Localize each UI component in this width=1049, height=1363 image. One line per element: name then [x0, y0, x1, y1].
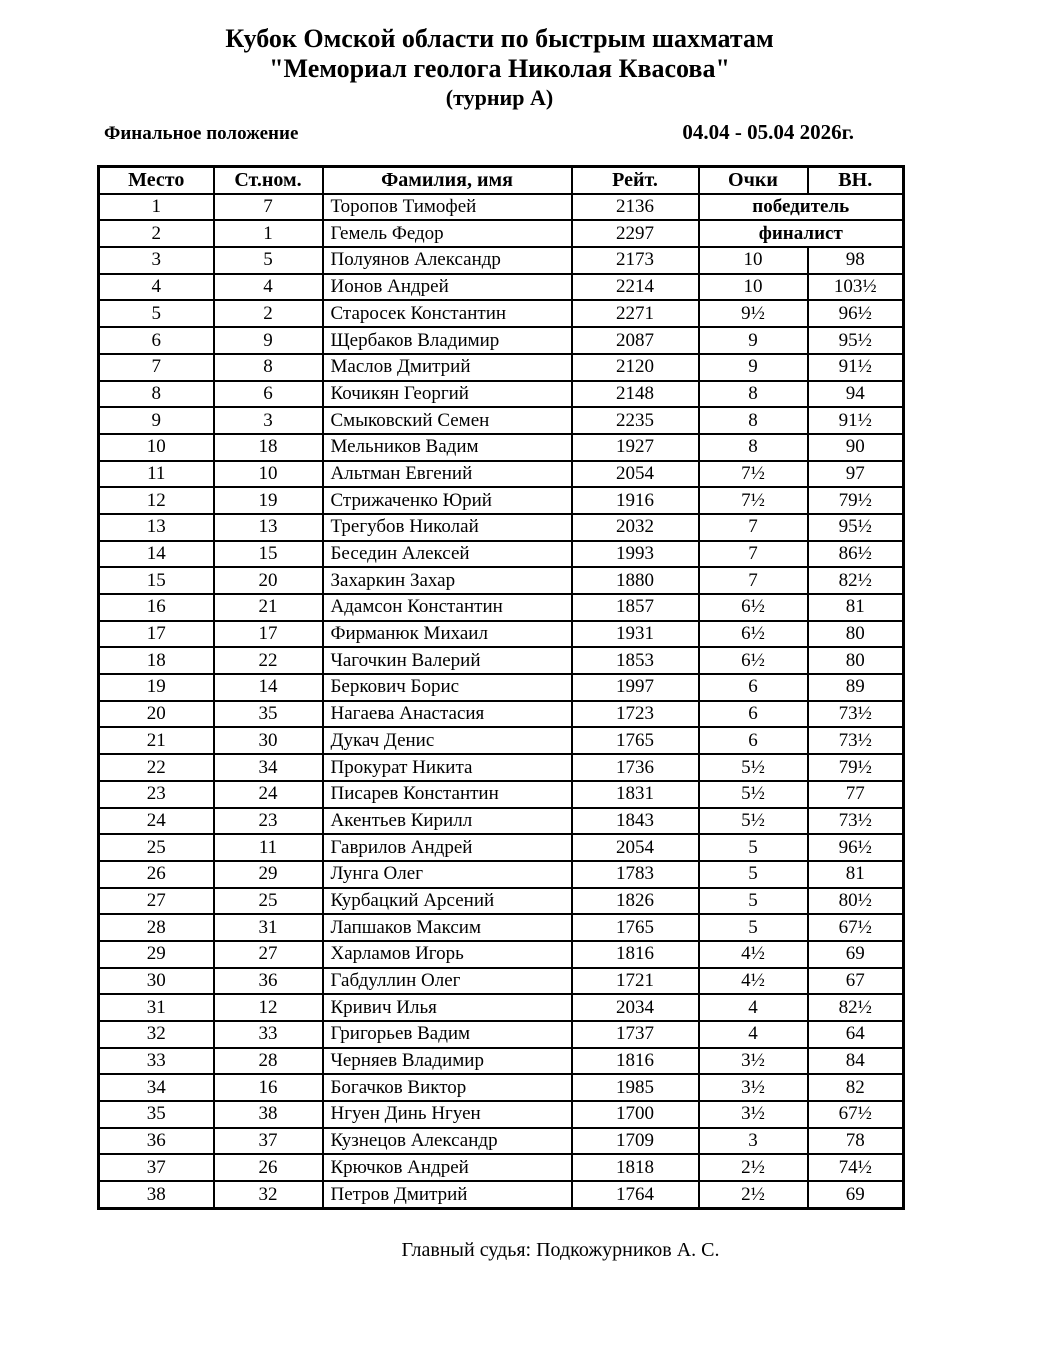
- meta-row: [97, 120, 902, 145]
- cell-player-name: Торопов Тимофей: [323, 194, 572, 221]
- table-header-row: [99, 167, 904, 194]
- cell-player-name: Маслов Дмитрий: [323, 354, 572, 381]
- cell-rating: 1721: [572, 968, 699, 995]
- col-header-bn: ВН.: [808, 167, 904, 194]
- cell-points: 7½: [699, 461, 808, 488]
- cell-player-name: Нагаева Анастасия: [323, 701, 572, 728]
- cell-player-name: Лунга Олег: [323, 861, 572, 888]
- cell-status: победитель: [699, 194, 904, 221]
- cell-rating: 1736: [572, 754, 699, 781]
- cell-start-number: 10: [214, 461, 323, 488]
- cell-rating: 1853: [572, 647, 699, 674]
- cell-points: 8: [699, 407, 808, 434]
- cell-player-name: Богачков Виктор: [323, 1074, 572, 1101]
- cell-place: 38: [99, 1181, 214, 1208]
- cell-start-number: 35: [214, 701, 323, 728]
- cell-points: 7½: [699, 487, 808, 514]
- cell-points: 9: [699, 354, 808, 381]
- cell-points: 8: [699, 434, 808, 461]
- cell-place: 34: [99, 1074, 214, 1101]
- cell-rating: 1826: [572, 888, 699, 915]
- cell-rating: 2235: [572, 407, 699, 434]
- table-row: [99, 274, 904, 301]
- cell-place: 12: [99, 487, 214, 514]
- cell-points: 10: [699, 274, 808, 301]
- cell-bn: 89: [808, 674, 904, 701]
- results-table: [97, 165, 905, 1210]
- cell-points: 5½: [699, 808, 808, 835]
- cell-place: 4: [99, 274, 214, 301]
- chief-arbiter-line: Главный судья: Подкожурников А. С.: [401, 1238, 720, 1261]
- cell-rating: 2271: [572, 300, 699, 327]
- cell-player-name: Кочикян Георгий: [323, 381, 572, 408]
- date-range: 04.04 - 05.04 2026г.: [682, 120, 854, 144]
- table-row: [99, 727, 904, 754]
- cell-place: 36: [99, 1128, 214, 1155]
- cell-points: 3: [699, 1128, 808, 1155]
- cell-points: 5½: [699, 781, 808, 808]
- table-row: [99, 701, 904, 728]
- col-header-player-name: Фамилия, имя: [323, 167, 572, 194]
- table-row: [99, 327, 904, 354]
- cell-player-name: Адамсон Константин: [323, 594, 572, 621]
- cell-player-name: Курбацкий Арсений: [323, 888, 572, 915]
- cell-start-number: 34: [214, 754, 323, 781]
- cell-player-name: Писарев Константин: [323, 781, 572, 808]
- cell-start-number: 5: [214, 247, 323, 274]
- cell-player-name: Ионов Андрей: [323, 274, 572, 301]
- table-row: [99, 300, 904, 327]
- table-row: [99, 834, 904, 861]
- col-header-place: Место: [99, 167, 214, 194]
- table-row: [99, 514, 904, 541]
- cell-bn: 103½: [808, 274, 904, 301]
- cell-points: 4: [699, 1021, 808, 1048]
- cell-place: 30: [99, 968, 214, 995]
- cell-bn: 78: [808, 1128, 904, 1155]
- cell-start-number: 36: [214, 968, 323, 995]
- cell-bn: 81: [808, 594, 904, 621]
- cell-start-number: 17: [214, 621, 323, 648]
- cell-player-name: Альтман Евгений: [323, 461, 572, 488]
- cell-points: 3½: [699, 1074, 808, 1101]
- cell-rating: 1831: [572, 781, 699, 808]
- cell-points: 5: [699, 861, 808, 888]
- cell-start-number: 25: [214, 888, 323, 915]
- cell-rating: 2032: [572, 514, 699, 541]
- cell-points: 2½: [699, 1181, 808, 1208]
- cell-bn: 69: [808, 1181, 904, 1208]
- cell-start-number: 33: [214, 1021, 323, 1048]
- cell-bn: 82½: [808, 994, 904, 1021]
- cell-start-number: 4: [214, 274, 323, 301]
- cell-rating: 2054: [572, 834, 699, 861]
- cell-start-number: 24: [214, 781, 323, 808]
- cell-rating: 1916: [572, 487, 699, 514]
- cell-place: 25: [99, 834, 214, 861]
- cell-place: 3: [99, 247, 214, 274]
- cell-player-name: Щербаков Владимир: [323, 327, 572, 354]
- cell-player-name: Прокурат Никита: [323, 754, 572, 781]
- cell-bn: 73½: [808, 808, 904, 835]
- table-row: [99, 541, 904, 568]
- table-row: [99, 674, 904, 701]
- cell-bn: 86½: [808, 541, 904, 568]
- cell-status: финалист: [699, 220, 904, 247]
- tournament-title: Кубок Омской области по быстрым шахматам: [225, 24, 774, 53]
- table-row: [99, 434, 904, 461]
- cell-rating: 1723: [572, 701, 699, 728]
- col-header-points: Очки: [699, 167, 808, 194]
- cell-place: 1: [99, 194, 214, 221]
- tournament-group-label: (турнир А): [445, 85, 554, 110]
- cell-player-name: Мельников Вадим: [323, 434, 572, 461]
- cell-rating: 1700: [572, 1101, 699, 1128]
- cell-points: 6: [699, 727, 808, 754]
- cell-place: 10: [99, 434, 214, 461]
- cell-start-number: 15: [214, 541, 323, 568]
- cell-rating: 1765: [572, 914, 699, 941]
- cell-bn: 91½: [808, 354, 904, 381]
- cell-rating: 2034: [572, 994, 699, 1021]
- cell-rating: 1818: [572, 1154, 699, 1181]
- cell-rating: 2148: [572, 381, 699, 408]
- cell-place: 27: [99, 888, 214, 915]
- cell-player-name: Смыковский Семен: [323, 407, 572, 434]
- cell-bn: 96½: [808, 300, 904, 327]
- cell-bn: 77: [808, 781, 904, 808]
- cell-bn: 97: [808, 461, 904, 488]
- title-block: [97, 0, 902, 111]
- table-row: [99, 247, 904, 274]
- cell-player-name: Кривич Илья: [323, 994, 572, 1021]
- cell-bn: 95½: [808, 514, 904, 541]
- cell-rating: 1931: [572, 621, 699, 648]
- cell-start-number: 3: [214, 407, 323, 434]
- cell-bn: 95½: [808, 327, 904, 354]
- cell-points: 4½: [699, 968, 808, 995]
- table-row: [99, 1048, 904, 1075]
- cell-player-name: Беркович Борис: [323, 674, 572, 701]
- cell-place: 6: [99, 327, 214, 354]
- cell-points: 6: [699, 674, 808, 701]
- cell-points: 6½: [699, 621, 808, 648]
- cell-points: 4: [699, 994, 808, 1021]
- cell-start-number: 23: [214, 808, 323, 835]
- cell-player-name: Фирманюк Михаил: [323, 621, 572, 648]
- cell-start-number: 29: [214, 861, 323, 888]
- cell-points: 7: [699, 541, 808, 568]
- cell-place: 16: [99, 594, 214, 621]
- cell-player-name: Трегубов Николай: [323, 514, 572, 541]
- cell-bn: 73½: [808, 727, 904, 754]
- cell-player-name: Акентьев Кирилл: [323, 808, 572, 835]
- cell-start-number: 27: [214, 941, 323, 968]
- table-row: [99, 407, 904, 434]
- cell-bn: 84: [808, 1048, 904, 1075]
- cell-player-name: Петров Дмитрий: [323, 1181, 572, 1208]
- table-row: [99, 461, 904, 488]
- cell-place: 35: [99, 1101, 214, 1128]
- cell-start-number: 18: [214, 434, 323, 461]
- cell-bn: 82: [808, 1074, 904, 1101]
- cell-place: 28: [99, 914, 214, 941]
- cell-rating: 1857: [572, 594, 699, 621]
- cell-bn: 69: [808, 941, 904, 968]
- cell-start-number: 7: [214, 194, 323, 221]
- table-row: [99, 968, 904, 995]
- cell-bn: 80: [808, 621, 904, 648]
- cell-start-number: 2: [214, 300, 323, 327]
- cell-place: 26: [99, 861, 214, 888]
- cell-points: 9: [699, 327, 808, 354]
- table-row: [99, 1074, 904, 1101]
- cell-bn: 67½: [808, 914, 904, 941]
- cell-player-name: Беседин Алексей: [323, 541, 572, 568]
- cell-place: 13: [99, 514, 214, 541]
- cell-place: 29: [99, 941, 214, 968]
- cell-rating: 2214: [572, 274, 699, 301]
- cell-start-number: 22: [214, 647, 323, 674]
- cell-player-name: Полуянов Александр: [323, 247, 572, 274]
- cell-player-name: Кузнецов Александр: [323, 1128, 572, 1155]
- cell-points: 8: [699, 381, 808, 408]
- cell-player-name: Нгуен Динь Нгуен: [323, 1101, 572, 1128]
- cell-player-name: Григорьев Вадим: [323, 1021, 572, 1048]
- cell-points: 3½: [699, 1048, 808, 1075]
- cell-bn: 80½: [808, 888, 904, 915]
- cell-bn: 80: [808, 647, 904, 674]
- cell-points: 6: [699, 701, 808, 728]
- cell-start-number: 13: [214, 514, 323, 541]
- table-row: [99, 808, 904, 835]
- cell-place: 32: [99, 1021, 214, 1048]
- cell-start-number: 30: [214, 727, 323, 754]
- cell-place: 19: [99, 674, 214, 701]
- cell-player-name: Чагочкин Валерий: [323, 647, 572, 674]
- cell-rating: 1737: [572, 1021, 699, 1048]
- cell-points: 7: [699, 567, 808, 594]
- cell-player-name: Черняев Владимир: [323, 1048, 572, 1075]
- cell-start-number: 32: [214, 1181, 323, 1208]
- cell-place: 31: [99, 994, 214, 1021]
- cell-bn: 64: [808, 1021, 904, 1048]
- table-row: [99, 914, 904, 941]
- cell-place: 21: [99, 727, 214, 754]
- cell-rating: 2173: [572, 247, 699, 274]
- cell-start-number: 31: [214, 914, 323, 941]
- cell-start-number: 11: [214, 834, 323, 861]
- cell-start-number: 20: [214, 567, 323, 594]
- cell-place: 24: [99, 808, 214, 835]
- cell-start-number: 16: [214, 1074, 323, 1101]
- cell-bn: 73½: [808, 701, 904, 728]
- col-header-start-number: Ст.ном.: [214, 167, 323, 194]
- cell-place: 14: [99, 541, 214, 568]
- col-header-rating: Рейт.: [572, 167, 699, 194]
- table-row: [99, 1128, 904, 1155]
- cell-place: 23: [99, 781, 214, 808]
- standings-label: Финальное положение: [104, 123, 299, 144]
- cell-player-name: Захаркин Захар: [323, 567, 572, 594]
- table-row: [99, 594, 904, 621]
- cell-rating: 1927: [572, 434, 699, 461]
- table-row: [99, 1154, 904, 1181]
- cell-start-number: 14: [214, 674, 323, 701]
- table-row: [99, 487, 904, 514]
- cell-rating: 1993: [572, 541, 699, 568]
- cell-points: 4½: [699, 941, 808, 968]
- cell-points: 5: [699, 834, 808, 861]
- cell-rating: 2136: [572, 194, 699, 221]
- cell-start-number: 12: [214, 994, 323, 1021]
- cell-player-name: Гемель Федор: [323, 220, 572, 247]
- table-row: [99, 621, 904, 648]
- cell-rating: 1985: [572, 1074, 699, 1101]
- cell-bn: 67: [808, 968, 904, 995]
- cell-place: 17: [99, 621, 214, 648]
- cell-place: 20: [99, 701, 214, 728]
- cell-points: 6½: [699, 594, 808, 621]
- cell-place: 15: [99, 567, 214, 594]
- cell-points: 9½: [699, 300, 808, 327]
- cell-player-name: Крючков Андрей: [323, 1154, 572, 1181]
- table-row: [99, 220, 904, 247]
- cell-place: 22: [99, 754, 214, 781]
- cell-rating: 2054: [572, 461, 699, 488]
- cell-bn: 81: [808, 861, 904, 888]
- cell-rating: 1843: [572, 808, 699, 835]
- cell-rating: 2087: [572, 327, 699, 354]
- cell-bn: 96½: [808, 834, 904, 861]
- table-row: [99, 861, 904, 888]
- cell-points: 10: [699, 247, 808, 274]
- cell-player-name: Дукач Денис: [323, 727, 572, 754]
- table-row: [99, 567, 904, 594]
- cell-bn: 91½: [808, 407, 904, 434]
- cell-rating: 2297: [572, 220, 699, 247]
- table-row: [99, 354, 904, 381]
- cell-rating: 1783: [572, 861, 699, 888]
- cell-place: 11: [99, 461, 214, 488]
- cell-start-number: 21: [214, 594, 323, 621]
- table-row: [99, 888, 904, 915]
- cell-start-number: 38: [214, 1101, 323, 1128]
- cell-points: 5½: [699, 754, 808, 781]
- table-row: [99, 941, 904, 968]
- cell-points: 6½: [699, 647, 808, 674]
- cell-bn: 90: [808, 434, 904, 461]
- cell-bn: 74½: [808, 1154, 904, 1181]
- cell-rating: 1816: [572, 941, 699, 968]
- cell-place: 5: [99, 300, 214, 327]
- cell-player-name: Стрижаченко Юрий: [323, 487, 572, 514]
- cell-place: 9: [99, 407, 214, 434]
- cell-points: 3½: [699, 1101, 808, 1128]
- cell-player-name: Габдуллин Олег: [323, 968, 572, 995]
- cell-player-name: Лапшаков Максим: [323, 914, 572, 941]
- cell-start-number: 8: [214, 354, 323, 381]
- cell-place: 2: [99, 220, 214, 247]
- cell-player-name: Старосек Константин: [323, 300, 572, 327]
- cell-place: 8: [99, 381, 214, 408]
- cell-start-number: 26: [214, 1154, 323, 1181]
- table-row: [99, 381, 904, 408]
- cell-points: 2½: [699, 1154, 808, 1181]
- cell-place: 33: [99, 1048, 214, 1075]
- table-row: [99, 1021, 904, 1048]
- cell-bn: 82½: [808, 567, 904, 594]
- cell-rating: 1709: [572, 1128, 699, 1155]
- cell-start-number: 19: [214, 487, 323, 514]
- table-row: [99, 1181, 904, 1208]
- table-row: [99, 781, 904, 808]
- cell-rating: 1764: [572, 1181, 699, 1208]
- cell-bn: 79½: [808, 487, 904, 514]
- table-row: [99, 1101, 904, 1128]
- cell-player-name: Гаврилов Андрей: [323, 834, 572, 861]
- cell-points: 7: [699, 514, 808, 541]
- cell-points: 5: [699, 914, 808, 941]
- cell-player-name: Харламов Игорь: [323, 941, 572, 968]
- cell-place: 7: [99, 354, 214, 381]
- cell-bn: 67½: [808, 1101, 904, 1128]
- cell-rating: 2120: [572, 354, 699, 381]
- cell-bn: 79½: [808, 754, 904, 781]
- tournament-memorial-subtitle: "Мемориал геолога Николая Квасова": [269, 54, 730, 83]
- cell-place: 37: [99, 1154, 214, 1181]
- cell-start-number: 37: [214, 1128, 323, 1155]
- cell-start-number: 6: [214, 381, 323, 408]
- cell-rating: 1880: [572, 567, 699, 594]
- table-row: [99, 647, 904, 674]
- cell-start-number: 9: [214, 327, 323, 354]
- cell-start-number: 1: [214, 220, 323, 247]
- table-row: [99, 754, 904, 781]
- cell-rating: 1816: [572, 1048, 699, 1075]
- cell-points: 5: [699, 888, 808, 915]
- cell-start-number: 28: [214, 1048, 323, 1075]
- cell-rating: 1997: [572, 674, 699, 701]
- cell-bn: 98: [808, 247, 904, 274]
- cell-rating: 1765: [572, 727, 699, 754]
- table-row: [99, 194, 904, 221]
- cell-bn: 94: [808, 381, 904, 408]
- table-row: [99, 994, 904, 1021]
- cell-place: 18: [99, 647, 214, 674]
